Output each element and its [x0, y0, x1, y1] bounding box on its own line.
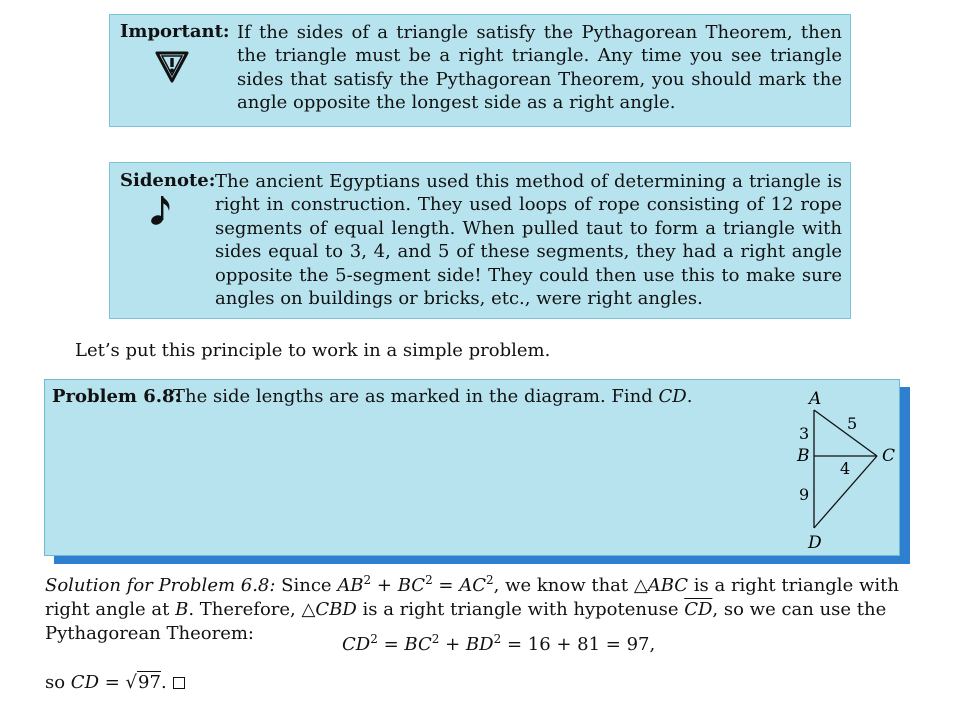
var-ac: AC: [459, 575, 487, 596]
length-bc: 4: [840, 459, 851, 478]
eq-cd: CD: [342, 634, 371, 655]
final-answer: [45, 672, 185, 693]
final-dot: .: [160, 672, 167, 693]
problem-text-end: .: [686, 386, 693, 407]
var-b: B: [175, 599, 189, 620]
exp: 2: [493, 632, 502, 646]
qed-square-icon: [173, 677, 185, 689]
equation: [342, 634, 655, 655]
problem-label: Problem 6.8:: [52, 386, 182, 407]
warning-icon: [154, 49, 190, 85]
solution-heading: Solution for Problem 6.8:: [45, 575, 276, 596]
var-ab: AB: [337, 575, 364, 596]
sidenote-label: Sidenote:: [120, 170, 216, 191]
segment-cd-label: $\overline{CD}$: [684, 599, 713, 620]
triangle-diagram: [793, 380, 897, 555]
exp: 2: [425, 573, 433, 587]
length-bd: 9: [799, 485, 810, 504]
triangle-cbd: △CBD: [301, 599, 357, 620]
vertex-d: D: [808, 533, 822, 553]
exp: 2: [486, 573, 494, 587]
op-plus: +: [439, 634, 466, 655]
segment-ac: [814, 410, 877, 456]
final-cd: CD: [70, 672, 100, 693]
problem-box: [44, 379, 900, 556]
music-note-icon: [150, 193, 172, 227]
intro-text: Let’s put this principle to work in a simple problem.: [75, 340, 551, 361]
length-ac: 5: [847, 414, 858, 433]
vertex-a: A: [809, 389, 822, 409]
op-eq: =: [99, 672, 126, 693]
vertex-c: C: [882, 446, 896, 466]
op-eq: =: [432, 575, 460, 596]
solution-part: is a right triangle with hypotenuse: [356, 599, 685, 620]
important-box: [109, 14, 851, 127]
length-ab: 3: [799, 424, 810, 443]
solution-part: , we know that: [493, 575, 634, 596]
solution-part: is a right triangle with right angle at: [45, 575, 899, 620]
problem-var-cd: CD: [658, 386, 687, 407]
sqrt-sign: √: [125, 672, 138, 693]
op-plus: +: [371, 575, 398, 596]
eq-bd: BD: [465, 634, 494, 655]
triangle-abc: △ABC: [633, 575, 689, 596]
exp: 2: [431, 632, 440, 646]
solution-part: , so we can use the Pythagorean Theorem:: [45, 599, 887, 644]
vertex-b: B: [797, 446, 810, 466]
problem-text-part: The side lengths are as marked in the diagram. Find: [173, 386, 659, 407]
exp: 2: [363, 573, 372, 587]
problem-text: [173, 386, 692, 407]
var-bc: BC: [397, 575, 426, 596]
solution-part: Since: [275, 575, 338, 596]
final-so: so: [45, 672, 71, 693]
important-label: Important:: [120, 21, 230, 42]
solution-part: . Therefore,: [188, 599, 302, 620]
sidenote-box: [109, 162, 851, 319]
important-text: If the sides of a triangle satisfy the Pythagorean Theorem, then the triangle must be a right triangle. Any time you see triangle sides that satisfy the Pythagorean Theorem, you should mark the angle opposite the longest side as a right angle.: [237, 22, 842, 114]
eq-rhs: = 16 + 81 = 97,: [501, 634, 656, 655]
sqrt-value: 97: [138, 672, 161, 693]
eq-bc: BC: [404, 634, 432, 655]
exp: 2: [370, 632, 378, 646]
sidenote-text: The ancient Egyptians used this method of determining a triangle is right in construction. They used loops of rope consisting of 12 rope segments of equal length. When pulled taut to form a triangle with sides equal to 3, 4, and 5 of these segments, they had a right angle opposite the 5-segment side! They could then use this to make sure angles on buildings or bricks, etc., were right angles.: [215, 171, 842, 310]
op-eq: =: [377, 634, 405, 655]
